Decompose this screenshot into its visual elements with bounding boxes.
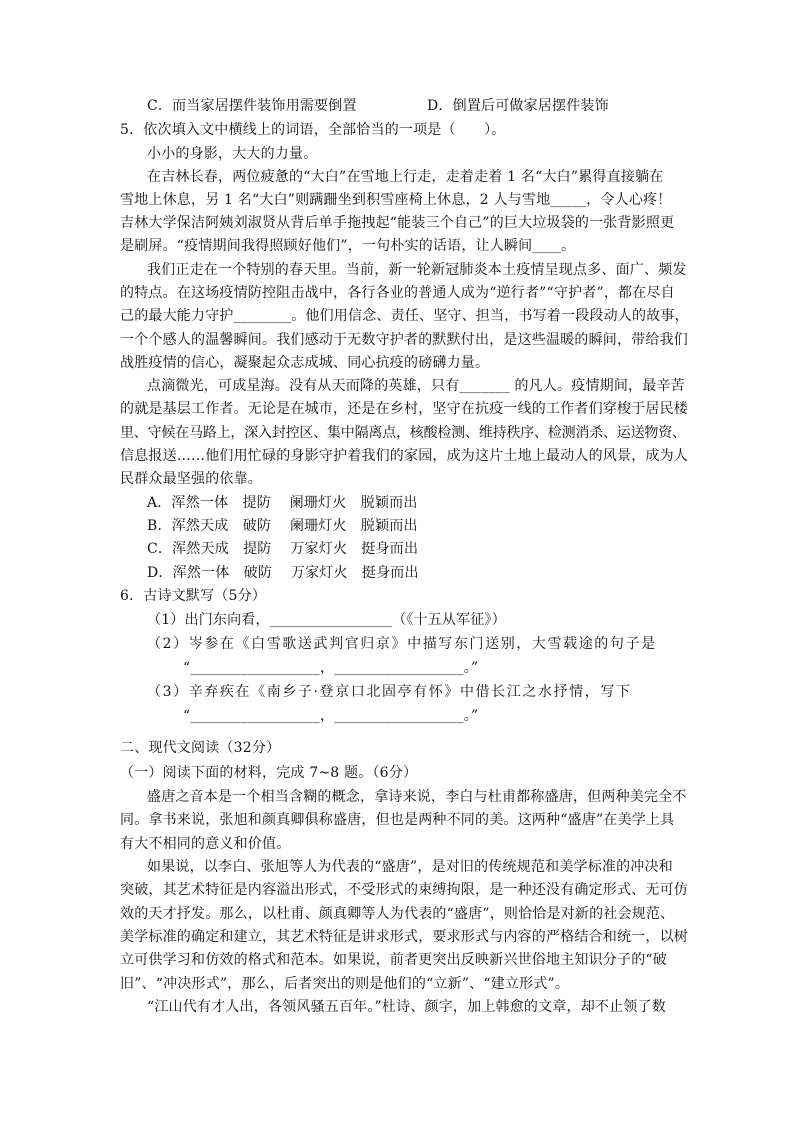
reading-passage-line: 效的天才抒发。那么，以杜甫、颜真卿等人为代表的“盛唐”，则恰恰是对新的社会规范、 <box>120 906 675 922</box>
q5-passage-line: 点滴微光，可成星海。没有从天而降的英雄，只有_______ 的凡人。疫情期间，最辛苦 <box>147 378 685 394</box>
q5-stem: 5．依次填入文中横线上的词语，全部恰当的一项是（ ）。 <box>120 122 506 138</box>
reading-passage-line: 旧”、“冲决形式”，那么，后者突出的则是他们的“立新”、“建立形式”。 <box>120 976 570 992</box>
q5-passage-line: 里、守候在马路上，深入封控区、集中隔离点，核酸检测、维持秩序、检测消杀、运送物资、 <box>120 425 686 441</box>
q5-passage-line: 信息报送……他们用忙碌的身影守护着我们的家园，成为这片土地上最动人的风景，成为人 <box>120 448 688 464</box>
q6-item-3-blanks: “__________________，__________________。” <box>183 708 479 724</box>
reading-passage-line: 如果说，以李白、张旭等人为代表的“盛唐”，是对旧的传统规范和美学标准的冲决和 <box>147 859 673 875</box>
q4-option-c: C．而当家居摆件装饰用需要倒置 <box>147 98 357 114</box>
q6-item-3: （3）辛弃疾在《南乡子·登京口北固亭有怀》中借长江之水抒情，写下 <box>147 684 632 700</box>
q5-passage-line: 的特点。在这场疫情防控阻击战中，各行各业的普通人成为“逆行者”“守护者”，都在尽自 <box>120 285 675 301</box>
q6-item-2: （2）岑参在《白雪歌送武判官归京》中描写东门送别，大雪载途的句子是 <box>147 636 657 652</box>
reading-passage-line: 有大不相同的意义和价值。 <box>120 836 291 852</box>
reading-passage-line: 立可供学习和仿效的格式和范本。如果说，前者更突出反映新兴世俗地主知识分子的“破 <box>120 952 667 968</box>
q6-item-2-blanks: “__________________，__________________。” <box>183 660 479 676</box>
q5-passage-line: 我们正走在一个特别的春天里。当前，新一轮新冠肺炎本土疫情呈现点多、面广、频发 <box>147 262 687 278</box>
q5-passage-line: 是刷屏。“疫情期间我得照顾好他们”，一句朴实的话语，让人瞬间____。 <box>120 238 576 254</box>
q6-stem: 6．古诗文默写（5分） <box>120 588 267 604</box>
q5-passage-line: 吉林大学保洁阿姨刘淑贤从背后单手拖拽起“能装三个自己”的巨大垃圾袋的一张背影照更 <box>120 215 675 231</box>
q5-passage-line: 在吉林长春，两位疲惫的“大白”在雪地上行走，走着走着 1 名“大白”累得直接躺在 <box>147 169 664 185</box>
q4-option-d: D．倒置后可做家居摆件装饰 <box>427 98 609 114</box>
reading-passage-line: 盛唐之音本是一个相当含糊的概念，拿诗来说，李白与杜甫都称盛唐，但两种美完全不 <box>147 789 687 805</box>
q5-passage-line: 一个个感人的温馨瞬间。我们感动于无数守护者的默默付出，是这些温暖的瞬间，带给我们 <box>120 332 688 348</box>
reading-passage-line: 同。拿书来说，张旭和颜真卿俱称盛唐，但也是两种不同的美。这两种“盛唐”在美学上具 <box>120 812 675 828</box>
q5-passage-line: 民群众最坚强的依靠。 <box>120 471 262 487</box>
q5-option-b: B．浑然天成 破防 阑珊灯火 脱颖而出 <box>147 518 418 534</box>
reading-passage-line: 美学标准的确定和建立，其艺术特征是讲求形式，要求形式与内容的严格结合和统一，以树 <box>120 929 688 945</box>
q5-passage-line: 战胜疫情的信心，凝聚起众志成城、同心抗疫的磅礴力量。 <box>120 355 490 371</box>
q5-passage-line: 雪地上休息，另 1 名“大白”则蹒跚坐到积雪座椅上休息，2 人与雪地_____，令人心疼！ <box>120 192 672 208</box>
section-2-subtitle: （一）阅读下面的材料，完成 7~8 题。（6分） <box>120 765 418 781</box>
section-2-title: 二、现代文阅读（32分） <box>120 740 281 756</box>
q5-passage-line: 己的最大能力守护________。他们用信念、责任、坚守、担当，书写着一段段动人的故事， <box>120 308 689 324</box>
reading-passage-line: “江山代有才人出，各领风骚五百年。”杜诗、颜字，加上韩愈的文章，却不止领了数 <box>147 999 666 1015</box>
q5-option-c: C．浑然天成 提防 万家灯火 挺身而出 <box>147 541 419 557</box>
reading-passage-line: 突破，其艺术特征是内容溢出形式，不受形式的束缚拘限，是一种还没有确定形式、无可仿 <box>120 882 688 898</box>
q5-option-a: A．浑然一体 提防 阑珊灯火 脱颖而出 <box>147 495 418 511</box>
q6-item-1: （1）出门东向看，_________________（《十五从军征》） <box>147 612 506 628</box>
q5-option-d: D．浑然一体 破防 万家灯火 挺身而出 <box>147 565 419 581</box>
q5-passage-line: 的就是基层工作者。无论是在城市，还是在乡村，坚守在抗疫一线的工作者们穿梭于居民楼 <box>120 401 688 417</box>
q5-passage-line: 小小的身影，大大的力量。 <box>147 146 318 162</box>
